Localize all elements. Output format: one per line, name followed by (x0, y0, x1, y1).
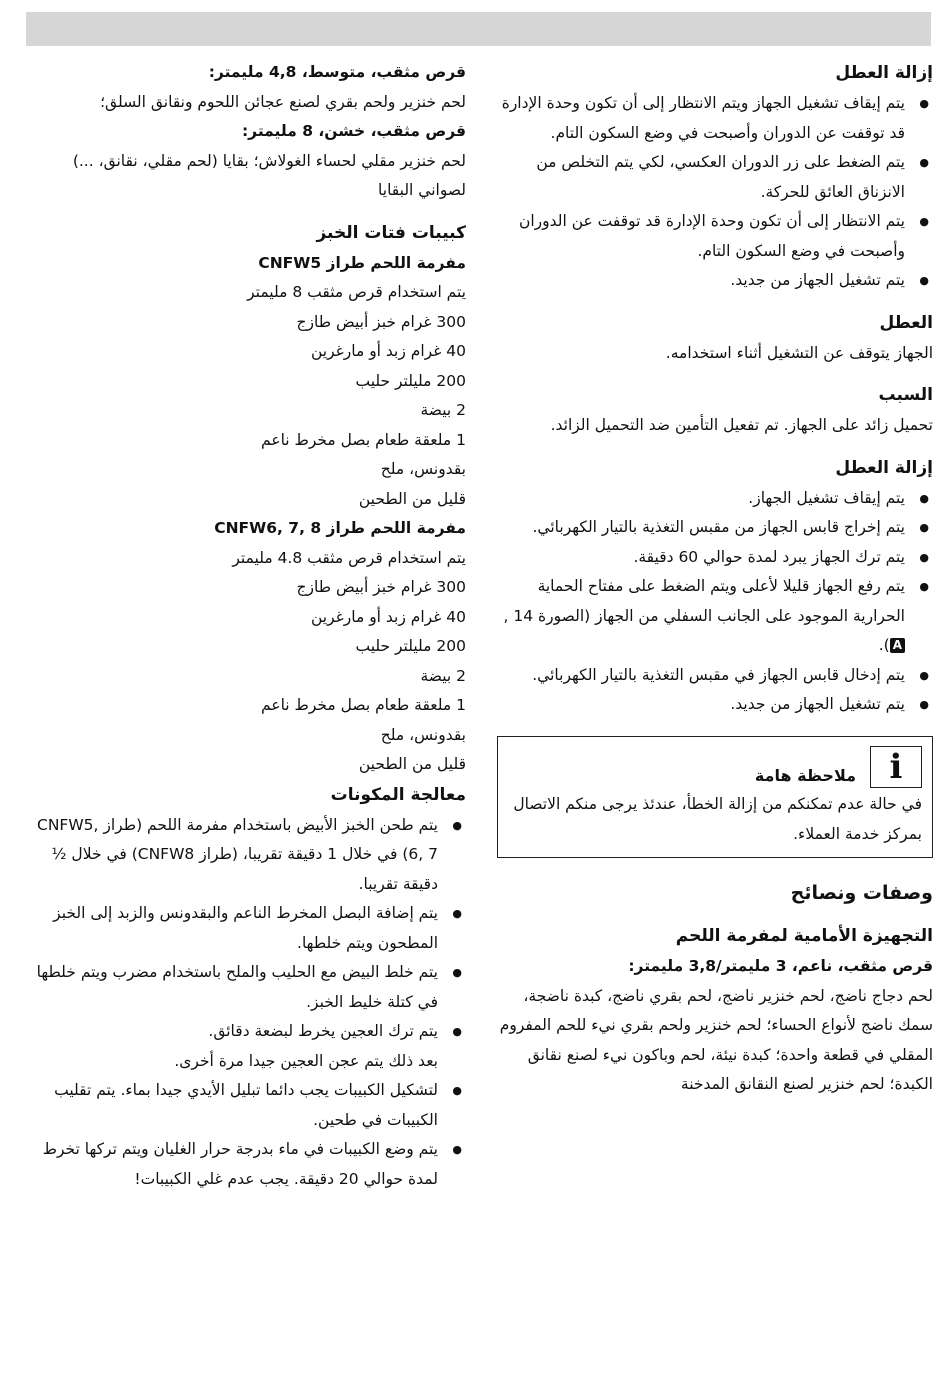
processing-list-2 (30, 1076, 466, 1194)
list-item: ● يتم إضافة البصل المخرط الناعم والبقدونس والزبد إلى الخبز المطحون ويتم خلطها. (30, 899, 466, 958)
grinder2-line: 200 مليلتر حليب (355, 637, 466, 655)
note-text: في حالة عدم تمكنكم من إزالة الخطأ، عندئذ يرجى منكم الاتصال بمركز خدمة العملاء. (513, 795, 922, 843)
list-item: ● يتم الانتظار إلى أن تكون وحدة الإدارة قد توقفت عن الدوران وأصبحت في وضع السكون التام. (497, 207, 933, 266)
grinder1-title: مفرمة اللحم طراز CNFW5 (258, 253, 466, 272)
list-item: ● يتم ترك العجين يخرط لبضعة دقائق. (30, 1017, 466, 1047)
fault-title: العطل (879, 312, 933, 333)
processing-list (30, 811, 466, 1047)
grinder2-line: 2 بيضة (420, 666, 466, 685)
important-note-box (497, 736, 933, 859)
fine-disc-title: قرص مثقب، ناعم، 3 مليمتر/3,8 مليمتر: (628, 957, 933, 975)
grinder1-line: يتم استخدام قرص مثقب 8 مليمتر (247, 283, 466, 301)
grinder2-line: 40 غرام زبد أو مارغرين (310, 607, 466, 626)
note-header (508, 745, 922, 791)
recipes-title: وصفات ونصائح (790, 882, 933, 904)
grinder2-line: بقدونس، ملح (380, 725, 466, 744)
list-item: ● يتم الضغط على زر الدوران العكسي، لكي يتم التخلص من الانزناق العائق للحركة. (497, 148, 933, 207)
cause-text: تحميل زائد على الجهاز. تم تفعيل التأمين ضد التحميل الزائد. (550, 416, 933, 434)
troubleshoot-list-2 (497, 484, 933, 720)
processing-extra-line: بعد ذلك يتم عجن العجين جيدا مرة أخرى. (174, 1051, 438, 1070)
list-item-lift (497, 572, 933, 661)
figure-a-badge: A (890, 638, 905, 653)
grinder2-line: 300 غرام خبز أبيض طازج (296, 578, 466, 596)
list-item: ● يتم إدخال قابس الجهاز في مقبس التغذية بالتيار الكهربائي. (497, 661, 933, 691)
grinder1-line: 2 بيضة (420, 401, 466, 419)
list-item: ● يتم وضع الكبيبات في ماء بدرجة حرار الغليان ويتم تركها تخرط لمدة حوالي 20 دقيقة. يجب عدم غلي الكبيبات! (30, 1135, 466, 1194)
note-title: ملاحظة هامة (754, 765, 856, 785)
medium-disc-title: قرص مثقب، متوسط، 4,8 مليمتر: (208, 63, 466, 81)
fine-disc-text: لحم دجاج ناضج، لحم خنزير ناضج، لحم بقري ناضج، كبدة ناضجة، سمك ناضج لأنواع الحساء؛ لحم خنزير ولحم بقري نيء للحم المفروم المقلي في قطعة واحدة؛ كبدة نيئة، لحم وباكون نيء لصنع نقانق الكبدة؛ لحم خنزير لصنع النقانق المدخنة (499, 986, 933, 1093)
grinder2-line: 1 ملعقة طعام بصل مخرط ناعم (261, 696, 466, 714)
fault-text: الجهاز يتوقف عن التشغيل أثناء استخدامه. (665, 343, 933, 362)
grinder1-line: قليل من الطحين (358, 489, 466, 508)
grinder1-line: 40 غرام زبد أو مارغرين (310, 342, 466, 360)
header-bar (26, 12, 931, 46)
right-column (497, 58, 933, 1100)
troubleshoot-title-1: إزالة العطل (835, 63, 933, 83)
info-icon: i (870, 746, 922, 788)
left-column (30, 58, 466, 1194)
grinder1-line: 1 ملعقة طعام بصل مخرط ناعم (261, 430, 466, 449)
troubleshoot-title-2: إزالة العطل (835, 457, 933, 478)
grinder2-title: مفرمة اللحم طراز CNFW6, 7, 8 (214, 519, 466, 537)
grinder2-line: يتم استخدام قرص مثقب 4.8 مليمتر (232, 548, 466, 567)
lift-item-end: ). (878, 636, 890, 654)
processing-title: معالجة المكونات (330, 784, 466, 805)
grinder1-line: 200 مليلتر حليب (355, 371, 466, 390)
grinder1-line: 300 غرام خبز أبيض طازج (296, 312, 466, 331)
list-item: ● يتم إيقاف تشغيل الجهاز. (497, 484, 933, 514)
cause-title: السبب (878, 385, 933, 405)
list-item: ● يتم تشغيل الجهاز من جديد. (497, 266, 933, 296)
medium-disc-text: لحم خنزير ولحم بقري لصنع عجائن اللحوم ونقانق السلق؛ (100, 92, 466, 111)
coarse-disc-text: لحم خنزير مقلي لحساء الغولاش؛ بقايا (لحم مقلي، نقانق، ...) لصواني البقايا (72, 151, 466, 199)
front-fittings-title: التجهيزة الأمامية لمفرمة اللحم (675, 926, 933, 946)
list-item: ● يتم إيقاف تشغيل الجهاز ويتم الانتظار إلى أن تكون وحدة الإدارة قد توقفت عن الدوران وأصبحت في وضع السكون التام. (497, 89, 933, 148)
troubleshoot-list-1 (497, 89, 933, 296)
list-item: ● يتم إخراج قابس الجهاز من مقبس التغذية بالتيار الكهربائي. (497, 513, 933, 543)
list-item: ● يتم ترك الجهاز يبرد لمدة حوالي 60 دقيقة. (497, 543, 933, 573)
grinder2-line: قليل من الطحين (358, 755, 466, 773)
coarse-disc-title: قرص مثقب، خشن، 8 مليمتر: (241, 122, 466, 140)
list-item: ● يتم تشغيل الجهاز من جديد. (497, 690, 933, 720)
lift-item-text: يتم رفع الجهاز قليلا لأعلى ويتم الضغط على مفتاح الحماية الحرارية الموجود على الجانب السفلي من الجهاز (الصورة 14 , (503, 577, 905, 625)
list-item: ● يتم خلط البيض مع الحليب والملح باستخدام مضرب ويتم خلطها في كتلة خليط الخبز. (30, 958, 466, 1017)
list-item: ● لتشكيل الكبيبات يجب دائما تبليل الأيدي جيدا بماء. يتم تقليب الكبيبات في طحين. (30, 1076, 466, 1135)
list-item: ● يتم طحن الخبز الأبيض باستخدام مفرمة اللحم (طراز CNFW5, 6, 7) في خلال 1 دقيقة تقريبا، (طراز CNFW8) في خلال ½ دقيقة تقريبا. (30, 811, 466, 900)
grinder1-line: بقدونس، ملح (380, 460, 466, 478)
kebab-title: كبيبات فتات الخبز (316, 222, 466, 243)
